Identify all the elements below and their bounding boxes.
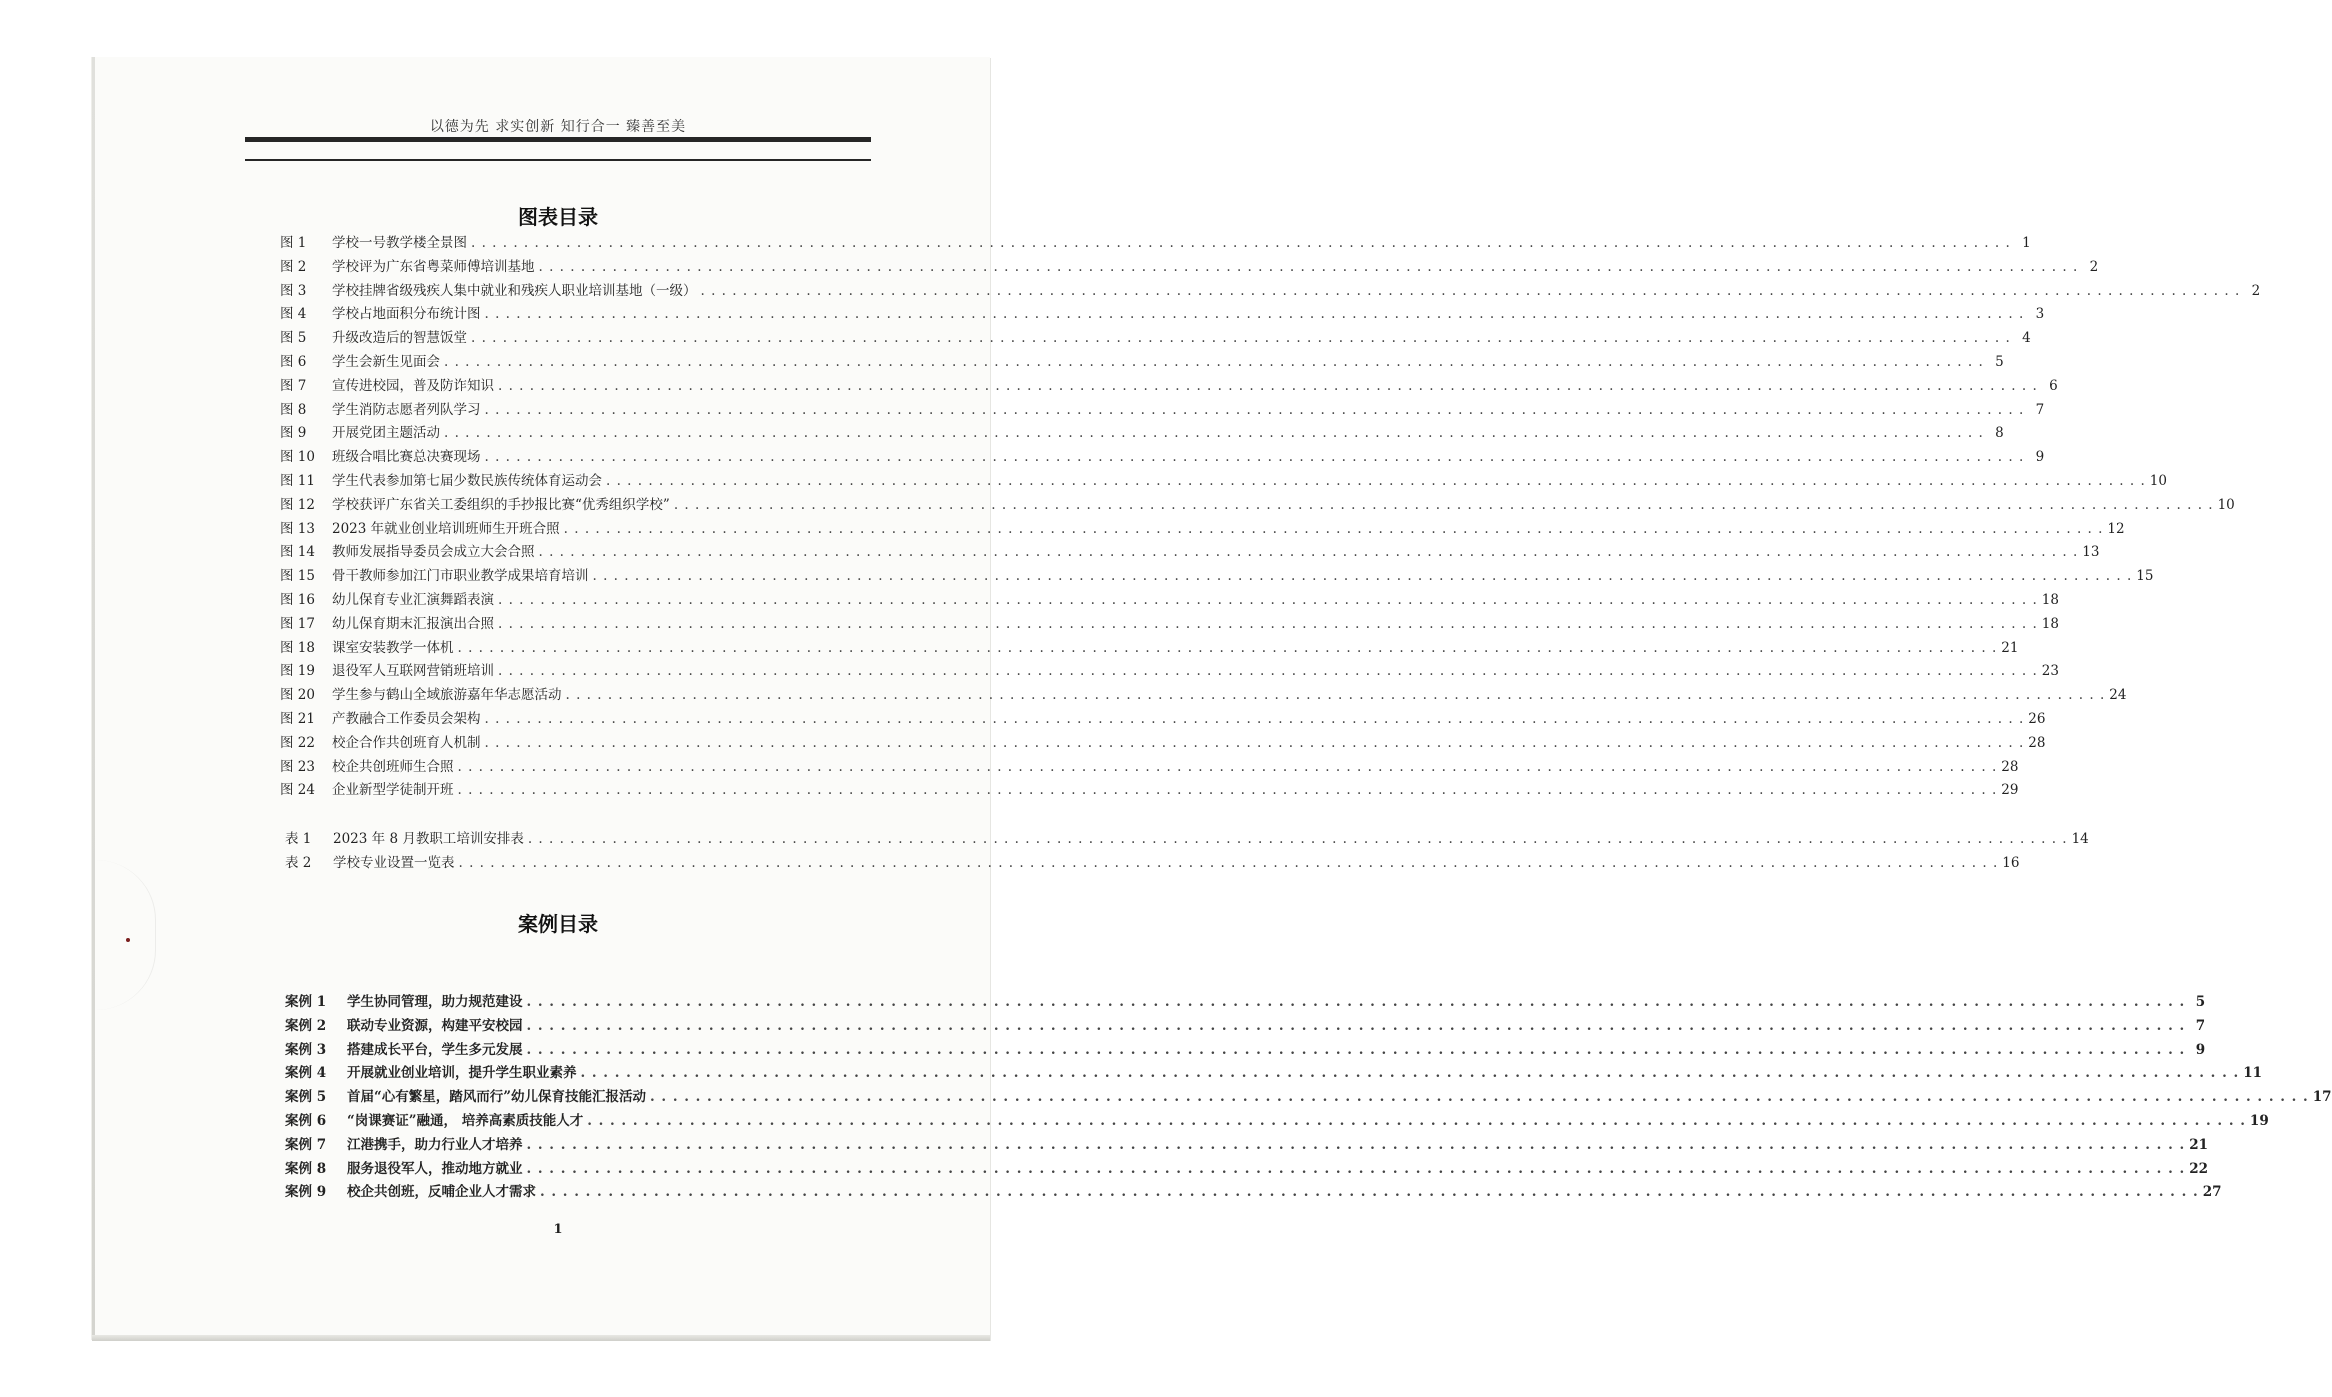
entry-page-number: 18 [2041,591,2059,608]
entry-page-number: 2 [2251,282,2261,299]
leader-dots [528,828,2068,852]
table-list [285,828,2089,876]
figure-entry [280,351,2004,375]
entry-page-number: 10 [2217,496,2235,513]
figure-entry [280,660,2059,684]
leader-dots [540,1181,2199,1205]
leader-dots [458,756,1998,780]
entry-label: 案例 9 [285,1184,327,1201]
figure-entry [280,256,2099,280]
leader-dots [485,303,2025,327]
figure-entry [280,756,2019,780]
entry-label: 图 19 [280,663,315,680]
figure-entry [280,684,2127,708]
entry-page-number: 13 [2082,544,2100,561]
entry-page-number: 8 [1995,425,2004,442]
entry-title: 江港携手，助力行业人才培养 [347,1136,523,1153]
figure-entry [280,399,2045,423]
entry-page-number: 10 [2149,472,2167,489]
figure-entry [280,422,2004,446]
entry-title: 升级改造后的智慧饭堂 [332,330,467,347]
entry-title: 学生消防志愿者列队学习 [332,401,481,418]
entry-title: 学生代表参加第七届少数民族传统体育运动会 [332,472,602,489]
entry-title: 学校挂牌省级残疾人集中就业和残疾人职业培训基地（一级） [332,282,697,299]
entry-title: 宣传进校园，普及防诈知识 [332,377,494,394]
entry-label: 图 12 [280,496,315,513]
case-entry [285,1110,2269,1134]
entry-title: 教师发展指导委员会成立大会合照 [332,544,535,561]
entry-title: 课室安装教学一体机 [332,639,454,656]
entry-title: 学生会新生见面会 [332,353,440,370]
entry-label: 案例 5 [285,1089,327,1106]
figure-entry [280,565,2154,589]
entry-page-number: 5 [1995,353,2004,370]
leader-dots [674,494,2214,518]
leader-dots [527,1134,2186,1158]
table-entry [285,852,2020,876]
entry-title: 2023 年 8 月教职工培训安排表 [333,831,524,847]
case-entry [285,1062,2262,1086]
entry-page-number: 17 [2312,1089,2332,1106]
entry-title: 校企合作共创班育人机制 [332,734,481,751]
figure-list [280,232,2261,803]
leader-dots [485,399,2025,423]
entry-label: 图 21 [280,710,315,727]
figure-entry [280,732,2046,756]
figure-entry [280,280,2261,304]
entry-label: 图 5 [280,330,307,347]
entry-title: 退役军人互联网营销班培训 [332,663,494,680]
entry-label: 案例 6 [285,1112,327,1129]
entry-label: 图 20 [280,687,315,704]
entry-label: 案例 3 [285,1041,327,1058]
entry-label: 图 3 [280,282,307,299]
leader-dots [485,446,2025,470]
entry-label: 图 15 [280,568,315,585]
entry-page-number: 16 [2002,854,2020,871]
case-entry [285,1086,2332,1110]
entry-label: 图 10 [280,449,315,466]
entry-title: 学生参与鹤山全域旅游嘉年华志愿活动 [332,687,562,704]
entry-page-number: 1 [2022,235,2031,251]
entry-page-number: 11 [2243,1065,2262,1082]
entry-page-number: 9 [2035,449,2045,466]
table-entry [285,828,2089,852]
entry-label: 图 9 [280,425,307,442]
entry-page-number: 2 [2089,258,2099,275]
entry-label: 表 2 [285,854,312,871]
figure-entry [280,232,2031,256]
leader-dots [444,351,1984,375]
entry-page-number: 21 [2001,639,2019,656]
case-entry [285,1015,2206,1039]
entry-page-number: 18 [2041,615,2059,632]
header-rule-thin [245,159,871,161]
entry-page-number: 28 [2028,734,2046,751]
figure-entry [280,779,2019,803]
entry-title: 校企共创班，反哺企业人才需求 [347,1184,536,1201]
entry-label: 图 6 [280,353,307,370]
entry-title: 校企共创班师生合照 [332,758,454,775]
leader-dots [539,256,2079,280]
case-entry [285,1134,2208,1158]
paper-edge-left [92,57,95,1340]
entry-page-number: 12 [2107,520,2125,537]
entry-page-number: 28 [2001,758,2019,775]
entry-label: 图 17 [280,615,315,632]
figure-entry [280,375,2058,399]
entry-title: 服务退役军人，推动地方就业 [347,1160,523,1177]
leader-dots [498,589,2038,613]
figure-entry [280,637,2019,661]
entry-label: 图 24 [280,782,315,799]
entry-label: 案例 8 [285,1160,327,1177]
entry-label: 图 4 [280,306,307,323]
figure-entry [280,613,2059,637]
entry-title: 幼儿保育专业汇演舞蹈表演 [332,591,494,608]
leader-dots [593,565,2133,589]
entry-label: 案例 2 [285,1017,327,1034]
page-number: 1 [553,1222,563,1237]
entry-label: 图 11 [280,472,315,489]
figure-entry [280,470,2167,494]
case-entry [285,1181,2222,1205]
leader-dots [444,422,1984,446]
entry-page-number: 6 [2049,377,2058,394]
entry-label: 图 22 [280,734,315,751]
entry-page-number: 9 [2195,1041,2206,1058]
leader-dots [581,1062,2240,1086]
entry-label: 表 1 [285,831,312,847]
leader-dots [485,732,2025,756]
leader-dots [701,280,2241,304]
figure-entry [280,446,2045,470]
ink-dot [126,938,130,942]
leader-dots [527,1039,2186,1063]
entry-page-number: 23 [2041,663,2059,680]
leader-dots [498,375,2038,399]
entry-page-number: 5 [2195,994,2206,1010]
entry-label: 案例 4 [285,1065,327,1082]
entry-title: 学校评为广东省粤菜师傅培训基地 [332,258,535,275]
figure-entry [280,327,2031,351]
leader-dots [471,232,2011,256]
entry-page-number: 27 [2202,1184,2222,1201]
entry-label: 图 18 [280,639,315,656]
case-list [285,991,2332,1205]
entry-title: 学校专业设置一览表 [333,854,455,871]
entry-label: 图 16 [280,591,315,608]
entry-title: “岗课赛证”融通， 培养高素质技能人才 [347,1112,584,1129]
entry-label: 图 23 [280,758,315,775]
header-motto: 以德为先 求实创新 知行合一 臻善至美 [429,119,687,135]
figure-entry [280,303,2045,327]
leader-dots [566,684,2106,708]
header-rule-thick [245,137,871,142]
leader-dots [564,518,2104,542]
entry-page-number: 29 [2001,782,2019,799]
leader-dots [458,779,1998,803]
leader-dots [606,470,2146,494]
figure-entry [280,541,2100,565]
entry-page-number: 15 [2136,568,2154,585]
figure-entry [280,494,2235,518]
entry-title: 开展党团主题活动 [332,425,440,442]
leader-dots [527,1015,2186,1039]
leader-dots [485,708,2025,732]
case-entry [285,991,2206,1015]
figure-entry [280,589,2059,613]
figure-entry [280,518,2125,542]
entry-label: 图 14 [280,544,315,561]
entry-title: 产教融合工作委员会架构 [332,710,481,727]
entry-page-number: 26 [2028,710,2046,727]
entry-title: 搭建成长平台，学生多元发展 [347,1041,523,1058]
entry-label: 图 2 [280,258,307,275]
entry-title: 联动专业资源，构建平安校园 [347,1017,523,1034]
entry-page-number: 14 [2071,831,2089,847]
leader-dots [587,1110,2246,1134]
leader-dots [527,991,2186,1015]
entry-page-number: 7 [2195,1017,2206,1034]
entry-title: 开展就业创业培训，提升学生职业素养 [347,1065,577,1082]
entry-title: 学校一号教学楼全景图 [332,235,467,251]
entry-label: 图 8 [280,401,307,418]
leader-dots [458,637,1998,661]
case-entry [285,1158,2208,1182]
entry-title: 2023 年就业创业培训班师生开班合照 [332,520,560,537]
leader-dots [498,613,2038,637]
entry-label: 图 13 [280,520,315,537]
entry-title: 学生协同管理，助力规范建设 [347,994,523,1010]
entry-title: 企业新型学徒制开班 [332,782,454,799]
entry-page-number: 21 [2189,1136,2208,1153]
entry-page-number: 7 [2035,401,2045,418]
leader-dots [498,660,2038,684]
entry-title: 首届“心有繁星，踏风而行”幼儿保育技能汇报活动 [347,1089,647,1106]
cases-section-title: 案例目录 [518,912,598,936]
leader-dots [527,1158,2186,1182]
entry-title: 班级合唱比赛总决赛现场 [332,449,481,466]
leader-dots [471,327,2011,351]
entry-page-number: 3 [2035,306,2045,323]
entry-title: 骨干教师参加江门市职业教学成果培育培训 [332,568,589,585]
entry-label: 图 7 [280,377,307,394]
case-entry [285,1039,2206,1063]
entry-label: 案例 7 [285,1136,327,1153]
figures-section-title: 图表目录 [518,205,598,229]
entry-page-number: 4 [2022,330,2031,347]
entry-page-number: 24 [2109,687,2127,704]
entry-label: 图 1 [280,235,307,251]
entry-title: 学校获评广东省关工委组织的手抄报比赛“优秀组织学校” [332,496,670,513]
entry-label: 案例 1 [285,994,327,1010]
entry-title: 学校占地面积分布统计图 [332,306,481,323]
leader-dots [650,1086,2309,1110]
entry-title: 幼儿保育期末汇报演出合照 [332,615,494,632]
leader-dots [459,852,1999,876]
leader-dots [539,541,2079,565]
figure-entry [280,708,2046,732]
entry-page-number: 22 [2189,1160,2208,1177]
entry-page-number: 19 [2249,1112,2269,1129]
paper-edge-bottom [92,1335,990,1341]
